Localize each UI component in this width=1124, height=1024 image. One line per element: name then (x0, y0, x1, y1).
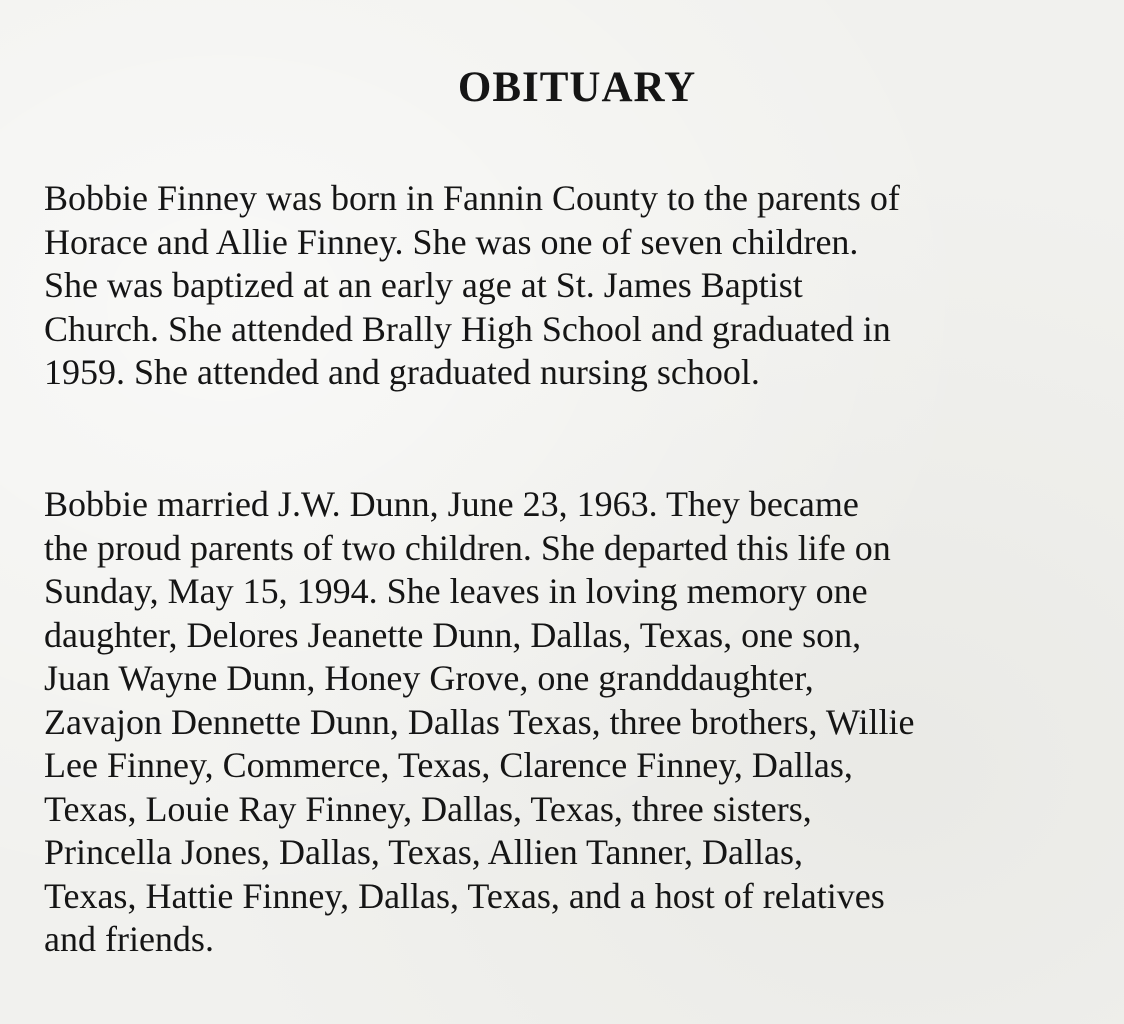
paragraph-birth-education (44, 177, 1104, 395)
text-line: Bobbie Finney was born in Fannin County to the parents of (44, 178, 900, 218)
text-line: Church. She attended Brally High School and graduated in (44, 308, 891, 349)
text-line: Zavajon Dennette Dunn, Dallas Texas, three brothers, Willie (44, 701, 915, 742)
text-line: Horace and Allie Finney. She was one of seven children. (44, 221, 859, 262)
text-line: Texas, Hattie Finney, Dallas, Texas, and a host of relatives (44, 875, 885, 916)
text-line: and friends. (44, 919, 214, 959)
text-line: Sunday, May 15, 1994. She leaves in loving memory one (44, 571, 868, 611)
text-line: daughter, Delores Jeanette Dunn, Dallas, Texas, one son, (44, 614, 862, 655)
page-title: OBITUARY (457, 64, 697, 111)
text-line: Juan Wayne Dunn, Honey Grove, one granddaughter, (44, 658, 814, 698)
text-line: Texas, Louie Ray Finney, Dallas, Texas, three sisters, (44, 788, 812, 829)
text-line: Bobbie married J.W. Dunn, June 23, 1963. They became (44, 484, 859, 524)
paragraph-family-survivors (44, 483, 1104, 962)
text-line: Princella Jones, Dallas, Texas, Allien Tanner, Dallas, (44, 832, 804, 872)
text-line: 1959. She attended and graduated nursing school. (44, 352, 760, 392)
text-line: She was baptized at an early age at St. James Baptist (44, 265, 803, 305)
text-line: Lee Finney, Commerce, Texas, Clarence Finney, Dallas, (44, 745, 853, 785)
text-line: the proud parents of two children. She departed this life on (44, 527, 891, 568)
